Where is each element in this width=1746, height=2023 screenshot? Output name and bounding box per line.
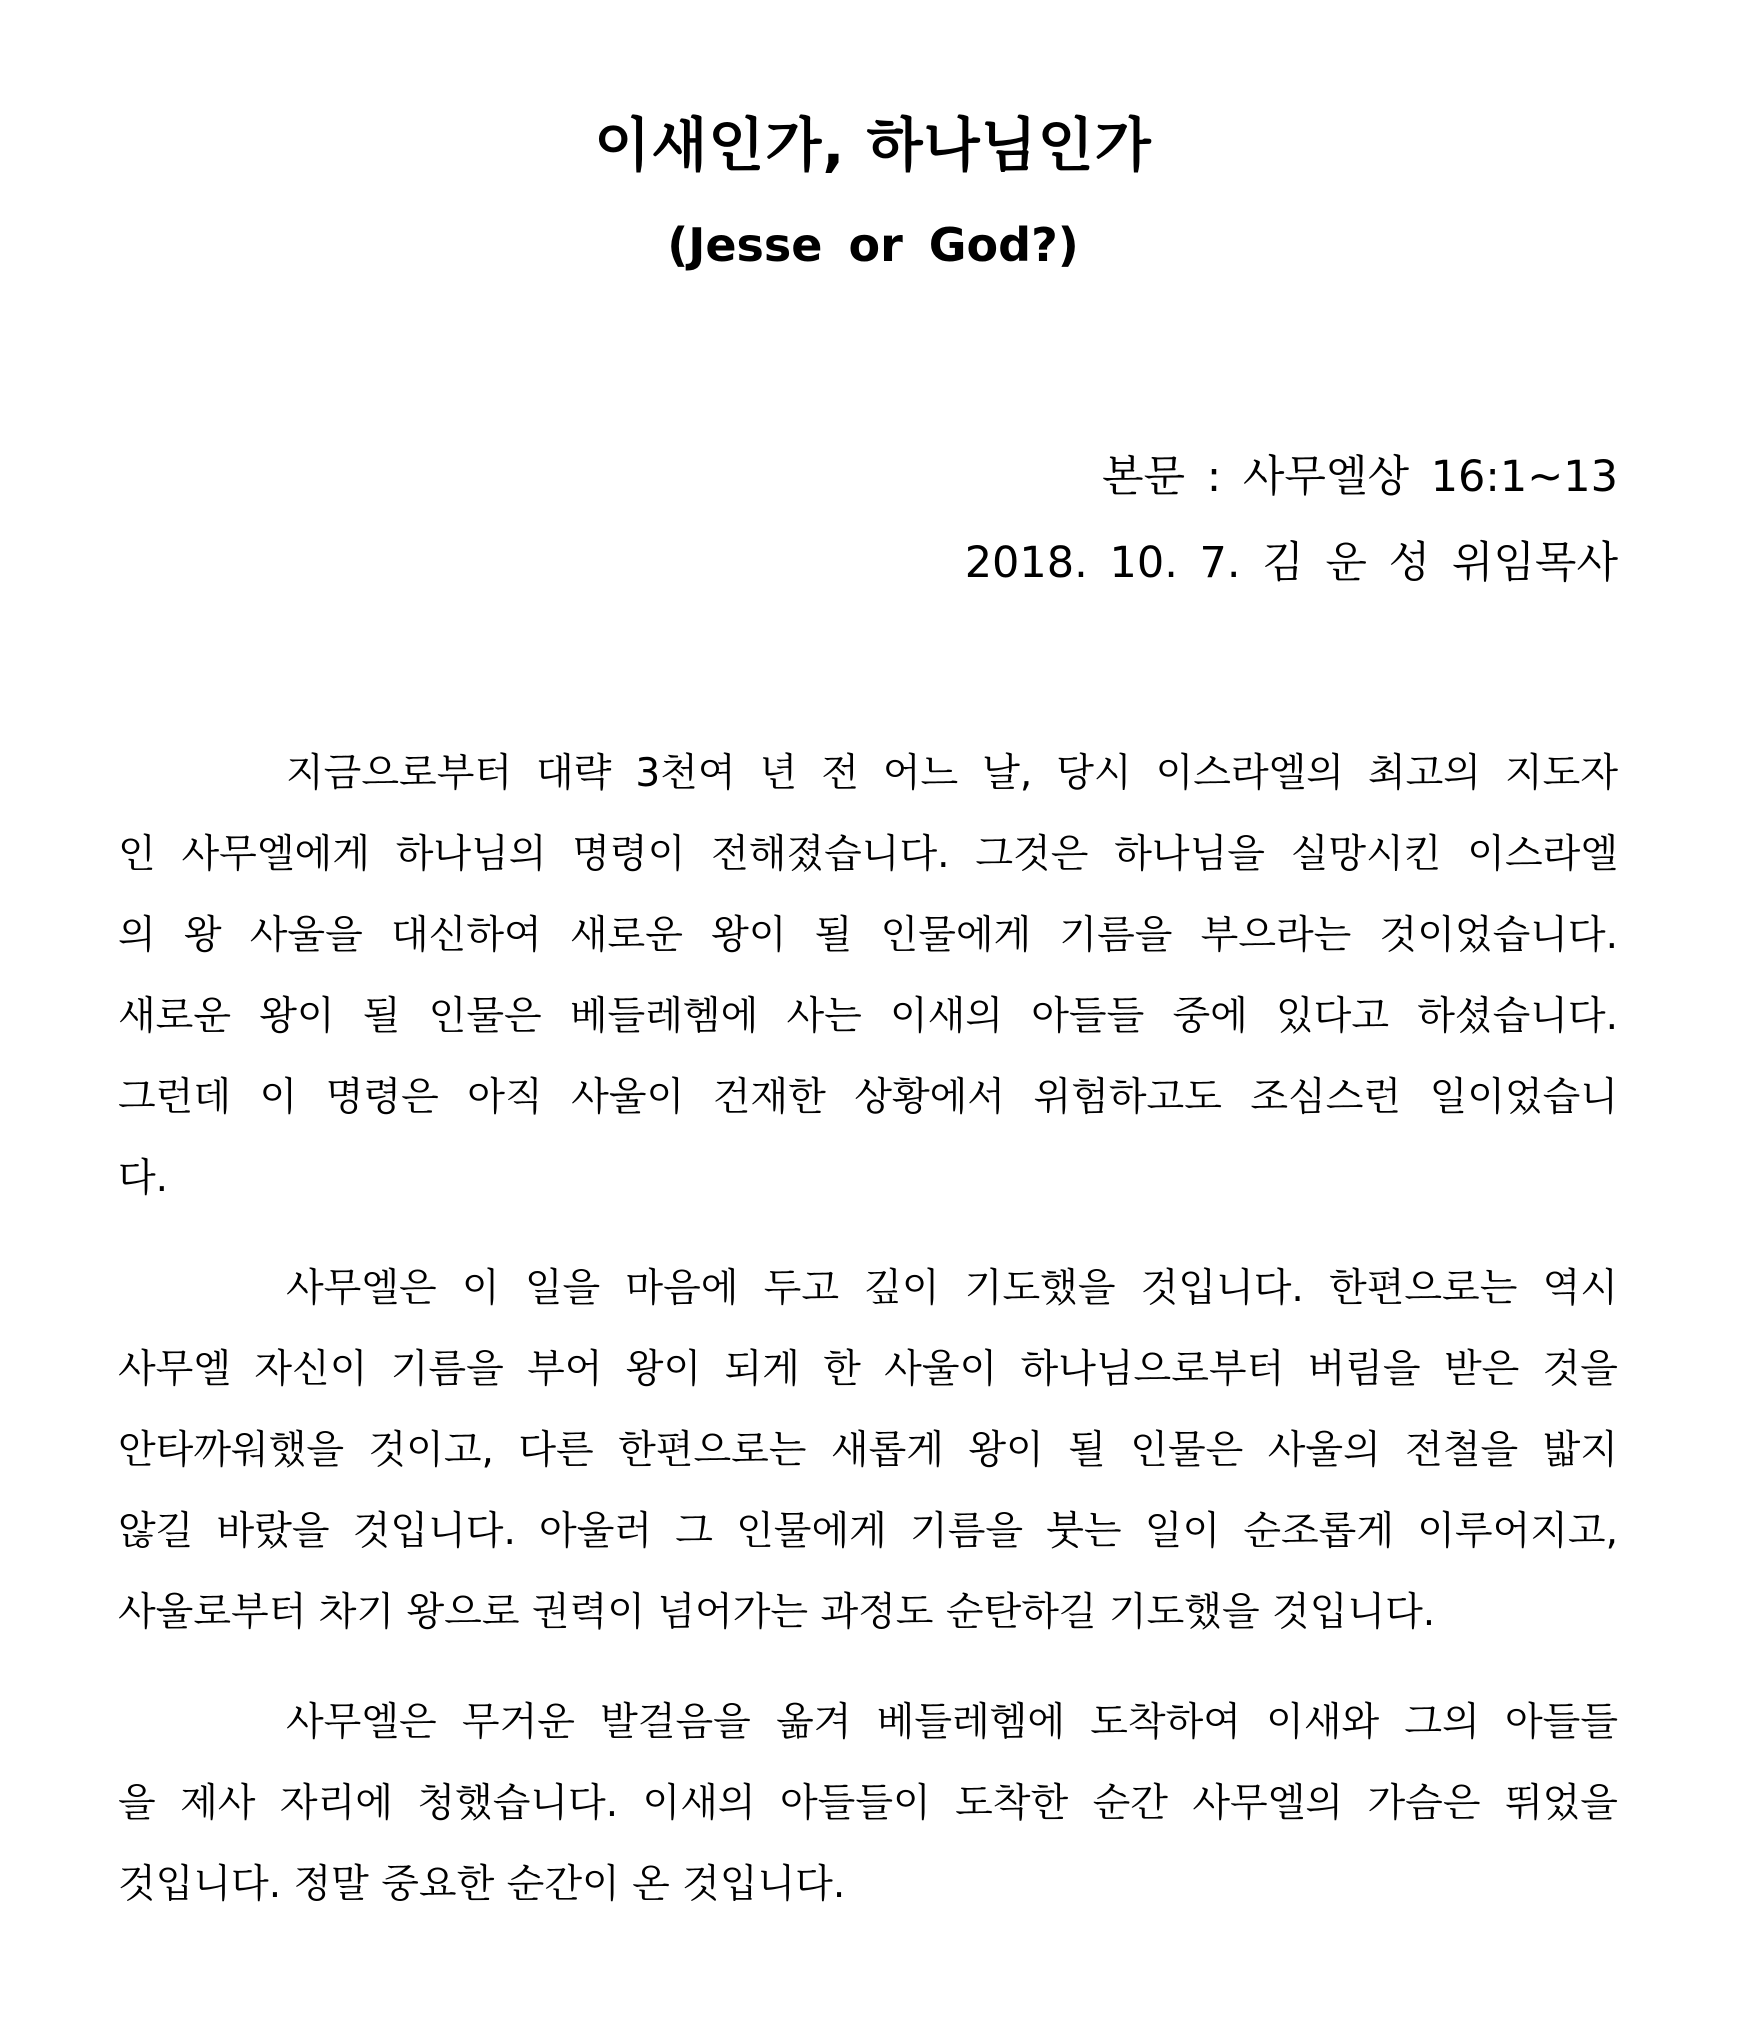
paragraph-line: 사울로부터 차기 왕으로 권력이 넘어가는 과정도 순탄하길 기도했을 것입니다.: [118, 1590, 1436, 1635]
paragraph-line: 인 사무엘에게 하나님의 명령이 전해졌습니다. 그것은 하나님을 실망시킨 이스라엘: [118, 832, 1618, 877]
paragraph-line: 사무엘은 무거운 발걸음을 옮겨 베들레헴에 도착하여 이새와 그의 아들들: [286, 1700, 1618, 1745]
paragraph-line: 안타까워했을 것이고, 다른 한편으로는 새롭게 왕이 될 인물은 사울의 전철을 밟지: [118, 1428, 1618, 1473]
paragraph-1: [118, 733, 1618, 1219]
paragraph-line: 지금으로부터 대략 3천여 년 전 어느 날, 당시 이스라엘의 최고의 지도자: [286, 751, 1618, 796]
date-author: 2018. 10. 7. 김 운 성 위임목사: [964, 538, 1618, 588]
paragraph-line: 않길 바랐을 것입니다. 아울러 그 인물에게 기름을 붓는 일이 순조롭게 이루어지고,: [118, 1509, 1618, 1554]
paragraph-line: 의 왕 사울을 대신하여 새로운 왕이 될 인물에게 기름을 부으라는 것이었습니다.: [118, 913, 1618, 958]
paragraph-line: 다.: [118, 1156, 169, 1201]
sermon-title: 이새인가, 하나님인가: [594, 111, 1152, 179]
paragraph-line: 그런데 이 명령은 아직 사울이 건재한 상황에서 위험하고도 조심스런 일이었습니: [118, 1075, 1618, 1120]
sermon-subtitle: (Jesse or God?): [667, 218, 1079, 272]
paragraph-line: 사무엘 자신이 기름을 부어 왕이 되게 한 사울이 하나님으로부터 버림을 받은 것을: [118, 1347, 1618, 1392]
paragraph-line: 을 제사 자리에 청했습니다. 이새의 아들들이 도착한 순간 사무엘의 가슴은 뛰었을: [118, 1781, 1618, 1826]
paragraph-line: 것입니다. 정말 중요한 순간이 온 것입니다.: [118, 1862, 846, 1907]
paragraph-3: [118, 1682, 1618, 1925]
paragraph-line: 사무엘은 이 일을 마음에 두고 깊이 기도했을 것입니다. 한편으로는 역시: [286, 1266, 1618, 1311]
scripture-reference: 본문 : 사무엘상 16:1~13: [1101, 452, 1618, 502]
paragraph-2: [118, 1248, 1618, 1653]
paragraph-line: 새로운 왕이 될 인물은 베들레헴에 사는 이새의 아들들 중에 있다고 하셨습니다.: [118, 994, 1618, 1039]
